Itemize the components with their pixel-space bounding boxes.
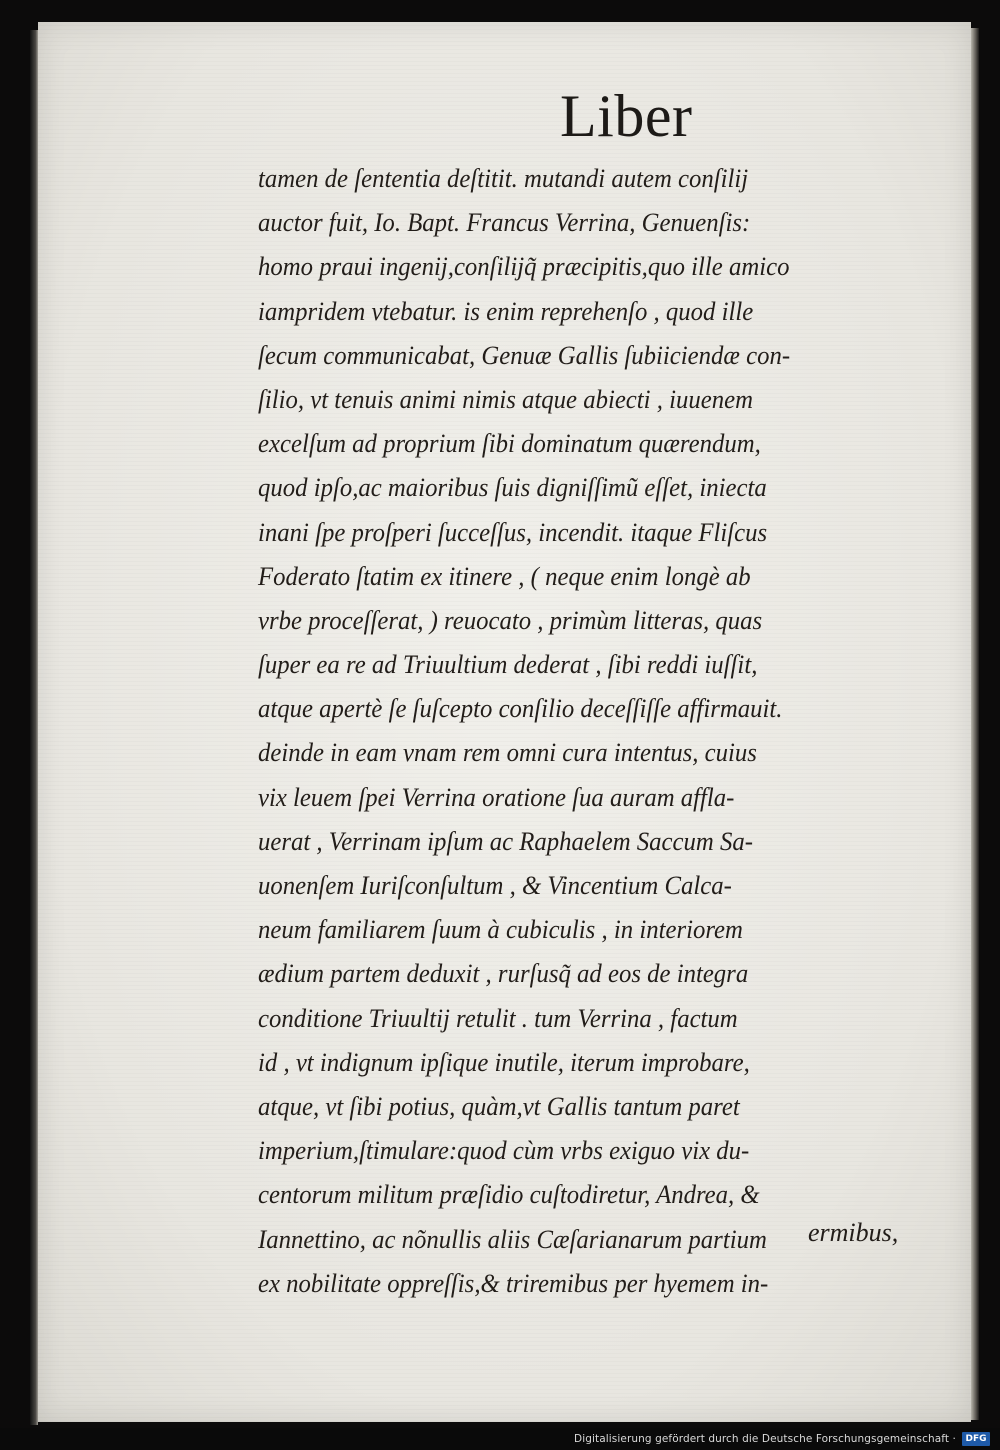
body-text	[258, 157, 972, 1306]
page-edge-left	[30, 30, 38, 1425]
text-line: ſilio, vt tenuis animi nimis atque abiecti , iuuenem	[258, 384, 753, 414]
text-line: deinde in eam vnam rem omni cura intentus, cuius	[258, 738, 757, 768]
text-line: auctor fuit, Io. Bapt. Francus Verrina, Genuenſis:	[258, 208, 751, 238]
text-line: tamen de ſententia deſtitit. mutandi autem conſilij	[258, 164, 749, 193]
text-line: ſuper ea re ad Triuultium dederat , ſibi reddi iuſſit,	[258, 650, 758, 680]
text-line: uonenſem Iuriſconſultum , & Vincentium Calca-	[258, 871, 732, 900]
text-line: Foderato ſtatim ex itinere , ( neque enim longè ab	[258, 561, 751, 591]
running-head: Liber	[560, 83, 693, 149]
text-line: inani ſpe proſperi ſucceſſus, incendit. itaque Fliſcus	[258, 517, 768, 547]
text-line: iampridem vtebatur. is enim reprehenſo , quod ille	[258, 296, 754, 326]
dfg-logo-icon: DFG	[962, 1432, 990, 1446]
text-line: atque apertè ſe ſuſcepto conſilio deceſſiſſe affirmauit.	[258, 694, 783, 724]
text-line: imperium,ſtimulare:quod cùm vrbs exiguo vix du-	[258, 1136, 750, 1166]
text-line: ex nobilitate oppreſſis,& triremibus per hyemem in-	[258, 1268, 769, 1298]
text-line: conditione Triuultij retulit . tum Verrina , factum	[258, 1003, 738, 1033]
funding-credit: Digitalisierung gefördert durch die Deutsche Forschungsgemeinschaft ·	[574, 1433, 956, 1445]
text-line: ædium partem deduxit , rurſusq̃ ad eos de integra	[258, 959, 749, 989]
text-line: quod ipſo,ac maioribus ſuis digniſſimũ eſſet, iniecta	[258, 473, 767, 503]
text-line: uerat , Verrinam ipſum ac Raphaelem Saccum Sa-	[258, 826, 753, 856]
text-line: neum familiarem ſuum à cubiculis , in interiorem	[258, 915, 743, 945]
catchword: ermibus,	[808, 1218, 899, 1247]
text-line: atque, vt ſibi potius, quàm,vt Gallis tantum paret	[258, 1091, 740, 1121]
text-line: vix leuem ſpei Verrina oratione ſua auram affla-	[258, 782, 735, 812]
text-line: Iannettino, ac nõnullis aliis Cæſarianarum partium	[258, 1224, 767, 1254]
text-line: id , vt indignum ipſique inutile, iterum improbare,	[258, 1047, 750, 1077]
text-line: vrbe proceſſerat, ) reuocato , primùm litteras, quas	[258, 605, 763, 635]
text-line: homo praui ingenij,conſilijq̃ præcipitis,quo ille amico	[258, 252, 790, 282]
text-line: ſecum communicabat, Genuæ Gallis ſubiiciendæ con-	[258, 340, 791, 370]
text-line: centorum militum præſidio cuſtodiretur, Andrea, &	[258, 1180, 760, 1210]
text-line: excelſum ad proprium ſibi dominatum quærendum,	[258, 429, 761, 459]
page-edge-right	[971, 28, 979, 1420]
